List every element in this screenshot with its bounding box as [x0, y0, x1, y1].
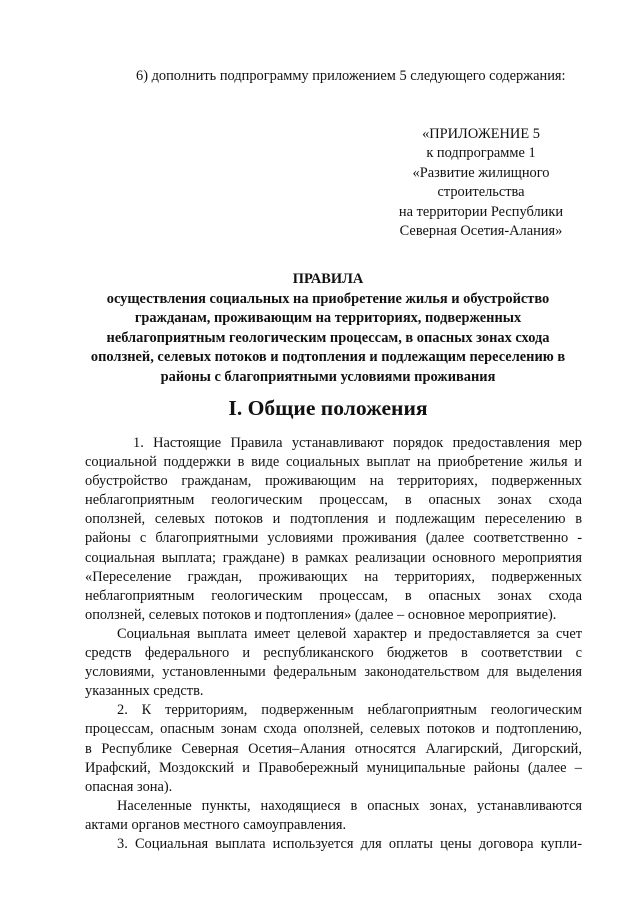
document-title — [80, 270, 576, 388]
text-line: социальная выплата; граждане) в рамках реализации основного мероприятия — [85, 549, 582, 566]
text-line: 1. Настоящие Правила устанавливают порядок предоставления мер — [133, 435, 582, 451]
title-line: оползней, селевых потоков и подтопления и подлежащим переселению в — [90, 349, 566, 366]
paragraph — [85, 625, 582, 701]
title-line: ПРАВИЛА — [292, 271, 364, 287]
text-line: 3. Социальная выплата используется для оплаты цены договора купли- — [117, 835, 582, 852]
appendix-line: на территории Республики — [398, 203, 564, 220]
text-line: обустройство гражданам, проживающим на территориях, подверженных — [85, 473, 582, 490]
paragraph — [85, 835, 582, 854]
text-line: «Переселение граждан, проживающих на территориях, подверженных — [85, 568, 582, 585]
title-line: гражданам, проживающим на территориях, подверженных — [134, 310, 522, 327]
appendix-line: строительства — [437, 184, 525, 201]
title-line: неблагоприятным геологическим процессам, в опасных зонах схода — [106, 329, 550, 346]
appendix-line: «Развитие жилищного — [412, 164, 550, 181]
text-line: оползней, селевых потоков и подтопления и подлежащим переселению в — [85, 511, 582, 528]
text-line: оползней, селевых потоков и подтопления» (далее – основное мероприятие). — [85, 606, 557, 623]
title-line: районы с благоприятными условиями проживания — [160, 368, 496, 385]
text-line: неблагоприятным геологическим процессам, в опасных зонах схода — [85, 587, 582, 604]
appendix-header — [376, 125, 586, 241]
text-line: неблагоприятным геологическим процессам, в опасных зонах схода — [85, 492, 582, 509]
text-line: в Республике Северная Осетия–Алания относятся Алагирский, Дигорский, — [85, 740, 582, 757]
appendix-line: к подпрограмме 1 — [426, 145, 536, 162]
text-line: 2. К территориям, подверженным неблагоприятным геологическим — [117, 702, 582, 719]
paragraph — [85, 434, 582, 625]
text-line: процессам, опасным зонам схода оползней, селевых потоков и подтоплению, — [85, 721, 582, 738]
text-line: условиями, установленными федеральным законодательством для выделения — [85, 664, 582, 681]
text-line: социальной поддержки в виде социальных выплат на приобретение жилья и — [85, 454, 582, 471]
appendix-line: Северная Осетия-Алания» — [399, 223, 563, 240]
title-line: осуществления социальных на приобретение жилья и обустройство — [106, 290, 550, 307]
text-line: Ирафский, Моздокский и Правобережный муниципальные районы (далее – — [85, 759, 582, 776]
text-line: указанных средств. — [85, 683, 204, 700]
intro-sentence: 6) дополнить подпрограмму приложением 5 следующего содержания: — [136, 68, 566, 84]
section-heading: I. Общие положения — [228, 396, 428, 420]
text-line: Населенные пункты, находящиеся в опасных зонах, устанавливаются — [117, 797, 582, 814]
appendix-line: «ПРИЛОЖЕНИЕ 5 — [422, 126, 540, 142]
text-line: районы с благоприятными условиями проживания (далее соответственно - — [85, 530, 582, 547]
text-line: Социальная выплата имеет целевой характер и предоставляется за счет — [117, 625, 582, 642]
paragraph — [85, 701, 582, 796]
text-line: средств федерального и республиканского бюджетов в соответствии с — [85, 645, 582, 662]
body-text — [85, 434, 582, 854]
text-line: опасная зона). — [85, 778, 173, 795]
text-line: актами органов местного самоуправления. — [85, 816, 347, 833]
paragraph — [85, 797, 582, 835]
